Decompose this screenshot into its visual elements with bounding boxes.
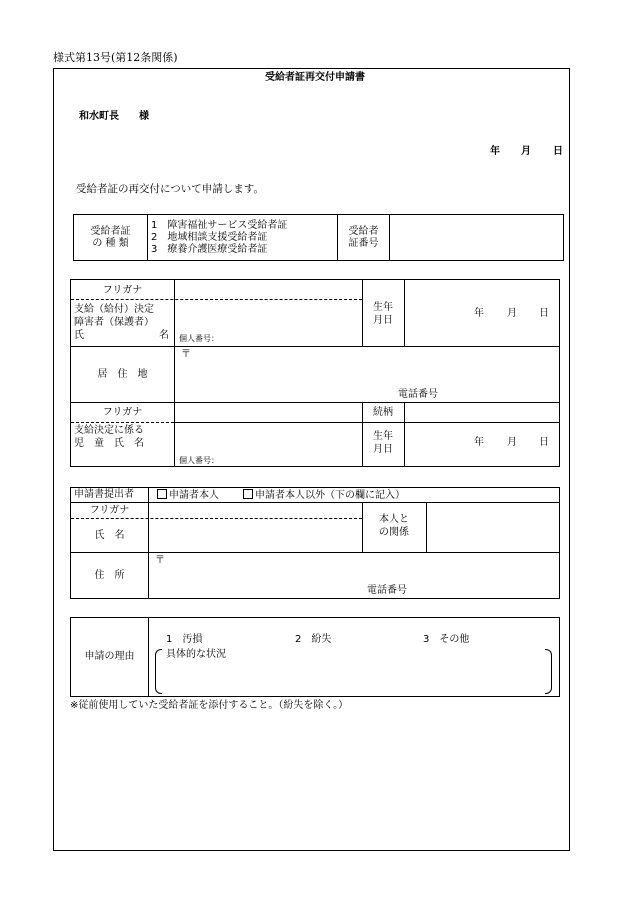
- cert-number-label: [338, 215, 390, 261]
- reason-option-1[interactable]: 1 汚損: [166, 634, 203, 645]
- submitter-self-text: 申請者本人: [169, 490, 219, 501]
- date-day-label: 日: [553, 146, 563, 157]
- submitter-relation-line2: の関係: [379, 527, 409, 538]
- applicant-name-line2: 障害者（保護者）: [74, 317, 154, 328]
- residence-phone-label: 電話番号: [398, 389, 438, 400]
- reason-option-3[interactable]: 3 その他: [423, 634, 470, 645]
- submitter-option-self[interactable]: [157, 489, 219, 502]
- footnote: ※従前使用していた受給者証を添付すること。（紛失を除く。）: [70, 700, 349, 711]
- submitter-address-label: 住 所: [94, 570, 125, 581]
- page-title: 受給者証再交付申請書: [265, 72, 365, 83]
- reason-block: [70, 617, 560, 697]
- applicant-dob-day: 日: [539, 308, 549, 319]
- applicant-personal-number-label: 個人番号：: [179, 334, 219, 343]
- submitter-relation-line1: 本人と: [379, 514, 409, 525]
- applicant-dob-label-line2: 月日: [373, 315, 393, 326]
- submitter-other-text: 申請者本人以外（下の欄に記入）: [255, 490, 405, 501]
- applicant-name-line3-a: 氏: [74, 330, 84, 341]
- submitter-option-other[interactable]: [243, 489, 405, 502]
- date-month-label: 月: [521, 146, 531, 157]
- submitter-address-field[interactable]: [149, 567, 558, 583]
- reason-option-2[interactable]: 2 紛失: [295, 634, 332, 645]
- child-dob-day: 日: [539, 437, 549, 448]
- applicant-dob-month: 月: [507, 308, 517, 319]
- cert-type-option-1: 1 障害福祉サービス受給者証: [151, 219, 288, 231]
- child-relation-label: 続柄: [373, 407, 393, 418]
- child-dob-label-line2: 月日: [373, 444, 393, 455]
- submitter-self-checkbox[interactable]: [157, 489, 167, 499]
- submitter-relation-field[interactable]: [427, 503, 558, 551]
- submitter-name-field[interactable]: [149, 519, 361, 551]
- applicant-name-line1: 支給（給付）決定: [74, 304, 154, 315]
- submitter-other-checkbox[interactable]: [243, 489, 253, 499]
- cert-type-label-line2: の 種 類: [92, 237, 129, 249]
- submitter-phone-label: 電話番号: [367, 585, 407, 596]
- cert-type-option-2: 2 地域相談支援受給者証: [151, 231, 268, 243]
- reason-bracket-right: [545, 649, 552, 694]
- child-dob-label-line1: 生年: [373, 431, 393, 442]
- reason-detail-label: 具体的な状況: [166, 649, 226, 660]
- applicant-name-field[interactable]: [175, 300, 361, 345]
- cert-type-label: [74, 215, 148, 261]
- applicant-name-line3-b: 名: [159, 330, 169, 341]
- reason-label: 申請の理由: [84, 651, 135, 662]
- addressee: 和水町長 様: [79, 111, 149, 122]
- child-dob-month: 月: [507, 437, 517, 448]
- cert-type-label-line1: 受給者証: [90, 225, 131, 237]
- cert-number-label-line2: 証番号: [348, 237, 379, 249]
- child-name-field[interactable]: [175, 423, 361, 453]
- residence-label: 居 住 地: [97, 369, 148, 380]
- cert-number-label-line1: 受給者: [348, 225, 379, 237]
- submitter-name-label: 氏 名: [94, 530, 125, 541]
- child-name-line1: 支給決定に係る: [74, 425, 144, 436]
- child-name-line2: 児 童 氏 名: [74, 438, 144, 449]
- cert-type-table: [73, 214, 564, 261]
- residence-field[interactable]: [175, 362, 558, 386]
- applicant-dob-year: 年: [474, 308, 484, 319]
- date-year-label: 年: [490, 146, 500, 157]
- submitter-label: 申請書提出者: [74, 489, 134, 500]
- application-statement: 受給者証の再交付について申請します。: [76, 183, 264, 195]
- reason-bracket-left: [155, 649, 162, 694]
- child-furigana-label: フリガナ: [102, 407, 143, 418]
- form-number: 様式第13号(第12条関係): [53, 51, 178, 64]
- submitter-postal-mark: 〒: [155, 555, 165, 566]
- submitter-furigana-label: フリガナ: [89, 505, 130, 516]
- child-personal-number-label: 個人番号：: [179, 456, 219, 465]
- cert-type-options: [148, 215, 338, 261]
- child-dob-year: 年: [474, 437, 484, 448]
- applicant-dob-label-line1: 生年: [373, 302, 393, 313]
- submitter-block: [70, 487, 560, 599]
- reason-detail-field[interactable]: [163, 662, 543, 690]
- cert-type-option-3: 3 療養介護医療受給者証: [151, 243, 268, 255]
- applicant-furigana-label: フリガナ: [102, 285, 143, 296]
- applicant-block: [70, 279, 560, 467]
- cert-number-field[interactable]: [390, 215, 564, 261]
- residence-postal-mark: 〒: [181, 349, 191, 360]
